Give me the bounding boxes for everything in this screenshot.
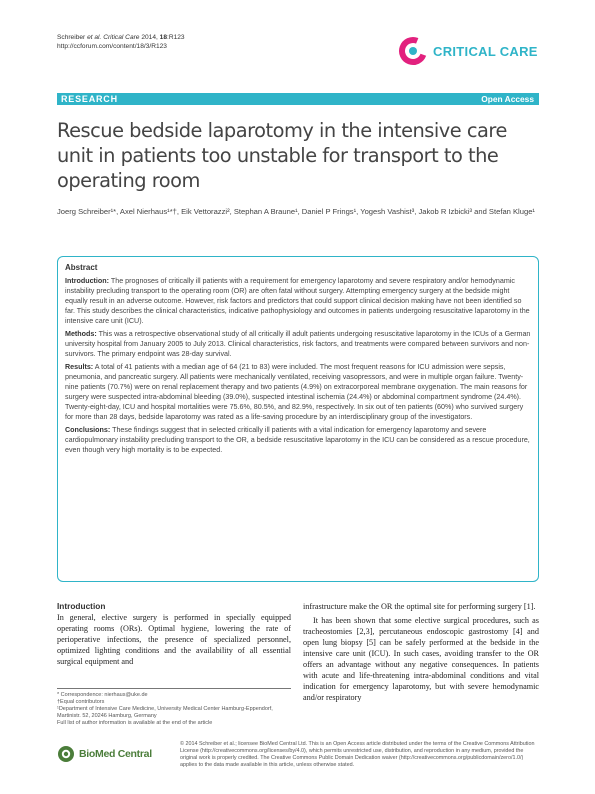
- abstract-heading: Abstract: [65, 263, 98, 272]
- article-url[interactable]: http://ccforum.com/content/18/3/R123: [57, 43, 167, 50]
- abstract-conclusions: [65, 425, 531, 455]
- biomed-central-text: BioMed Central: [79, 748, 152, 760]
- license-text: © 2014 Schreiber et al.; licensee BioMed Central Ltd. This is an Open Access article distributed under the terms of the Creative Commons Attribution License (http://creativecommons.org/licenses/by/4.0), which permits unrestricted use, distribution, and reproduction in any medium, provided the original work is properly credited. The Creative Commons Public Domain Dedication waiver (http://creativecommons.org/publicdomain/zero/1.0/) applies to the data made available in this article, unless otherwise stated.: [180, 741, 535, 769]
- author-info-note: Full list of author information is available at the end of the article: [57, 720, 213, 726]
- research-label: RESEARCH: [61, 94, 118, 104]
- abstract-results-text: A total of 41 patients with a median age of 64 (21 to 83) were included. The most frequent reasons for ICU admission were sepsis, pneumonia, and pancreatic surgery. All patients were mechanically ventilated, receiving vasopressors, and were in multiple organ failure. Twenty-nine patients (70.7%) were on renal replacement therapy and two patients (4.9%) on extracorporeal membrane oxygenation. The main reasons for surgery were suspected intra-abdominal bleeding (39.0%), suspected intestinal ischemia (24.4%) or abdominal compartment syndrome (24.4%). Twenty-eight-day, ICU and hospital mortalities were 75.6%, 80.5%, and 82.9%, respectively. In six out of ten patients (60%) who survived surgery for more than 28 days, bedside laparotomy was rated as a life-saving procedure by an interdisciplinary group of the investigators.: [65, 363, 528, 421]
- abstract-conclusions-text: These findings suggest that in selected critically ill patients with a vital indication for emergency laparotomy and severe cardiopulmonary instability precluding transport to the OR, a bedside resuscitative laparotomy in the ICU can be considered as a rescue procedure, even though very high mortality is to be expected.: [65, 426, 530, 454]
- cite-author: Schreiber: [57, 34, 88, 41]
- abstract-methods: [65, 329, 531, 359]
- cite-pages: :R123: [167, 34, 185, 41]
- cite-year: 2014,: [139, 34, 160, 41]
- abstract-methods-label: Methods:: [65, 330, 97, 338]
- abstract-results: [65, 362, 531, 422]
- abstract-conclusions-label: Conclusions:: [65, 426, 111, 434]
- abstract-box: [57, 256, 539, 582]
- abstract-introduction: [65, 276, 531, 326]
- biomed-central-logo: [57, 744, 167, 764]
- cite-etal: et al.: [87, 34, 102, 41]
- abstract-results-label: Results:: [65, 363, 94, 371]
- biomed-central-icon: [57, 745, 75, 763]
- intro-paragraph-1-cont: infrastructure make the OR the optimal site for performing surgery [1].: [303, 602, 536, 611]
- critical-care-logo: [398, 36, 548, 68]
- logo-text: CRITICAL CARE: [433, 44, 538, 59]
- abstract-intro-text: The prognoses of critically ill patients with a requirement for emergency laparotomy and severe respiratory and/or hemodynamic instability precluding transport to the operating room (OR) are often fatal without surgery. Attempting emergency surgery at the bedside might equally result in an adverse outcome. However, risk factors and predictors that could support clinical decision making have not been identified so far. This study describes the clinical characteristics, indicative pathophysiology and outcomes in patients undergoing resuscitative laparotomy in the intensive care unit (ICU).: [65, 277, 530, 325]
- abstract-methods-text: This was a retrospective observational study of all critically ill adult patients undergoing resuscitative laparotomy in the ICUs of a German university hospital from January 2005 to July 2013. Clinical characteristics, risk factors, and treatments were compared between survivors and non-survivors. The primary endpoint was 28-day survival.: [65, 330, 531, 358]
- equal-contributors-note: †Equal contributors: [57, 699, 105, 705]
- intro-paragraph-1: In general, elective surgery is performed in specially equipped operating rooms (ORs). Optimal hygiene, lowering the rate of perioperative infections, the presence of specialized personnel, optimized lighting conditions and the availability of all essential surgical equipment and: [57, 613, 291, 667]
- critical-care-logo-icon: [398, 36, 428, 66]
- article-title: Rescue bedside laparotomy in the intensive care unit in patients too unstable for transport to the operating room: [57, 119, 507, 192]
- cite-volume: 18: [159, 34, 167, 41]
- cite-journal: Critical Care: [103, 34, 140, 41]
- open-access-label: Open Access: [481, 94, 534, 104]
- body-column-right: [303, 601, 539, 703]
- footnotes: [57, 688, 291, 727]
- research-band: [57, 93, 539, 105]
- citation-header: [57, 33, 185, 51]
- body-column-left: [57, 601, 291, 667]
- intro-paragraph-2: It has been shown that some elective surgical procedures, such as tracheostomies [2,3], percutaneous endoscopic gastrostomy [4] and open lung biopsy [5] can be safely performed at the bedside in the intensive care unit (ICU). In such cases, avoiding transfer to the OR offers an advantage without any negative consequences. In patients with acute and life-threatening intra-abdominal conditions and vital indication for emergency laparotomy, but with severe hemodynamic and/or respiratory: [303, 616, 539, 703]
- correspondence-note: * Correspondence: nierhaus@uke.de: [57, 692, 148, 698]
- author-list: Joerg Schreiber¹*, Axel Nierhaus¹*†, Eik Vettorazzi², Stephan A Braune¹, Daniel P Frings¹, Yogesh Vashist³, Jakob R Izbicki³ and Stefan Kluge¹: [57, 207, 535, 216]
- introduction-heading: Introduction: [57, 601, 106, 611]
- abstract-intro-label: Introduction:: [65, 277, 110, 285]
- affiliation-note: ¹Department of Intensive Care Medicine, University Medical Center Hamburg-Eppendorf, Martinistr. 52, 20246 Hamburg, Germany: [57, 706, 273, 719]
